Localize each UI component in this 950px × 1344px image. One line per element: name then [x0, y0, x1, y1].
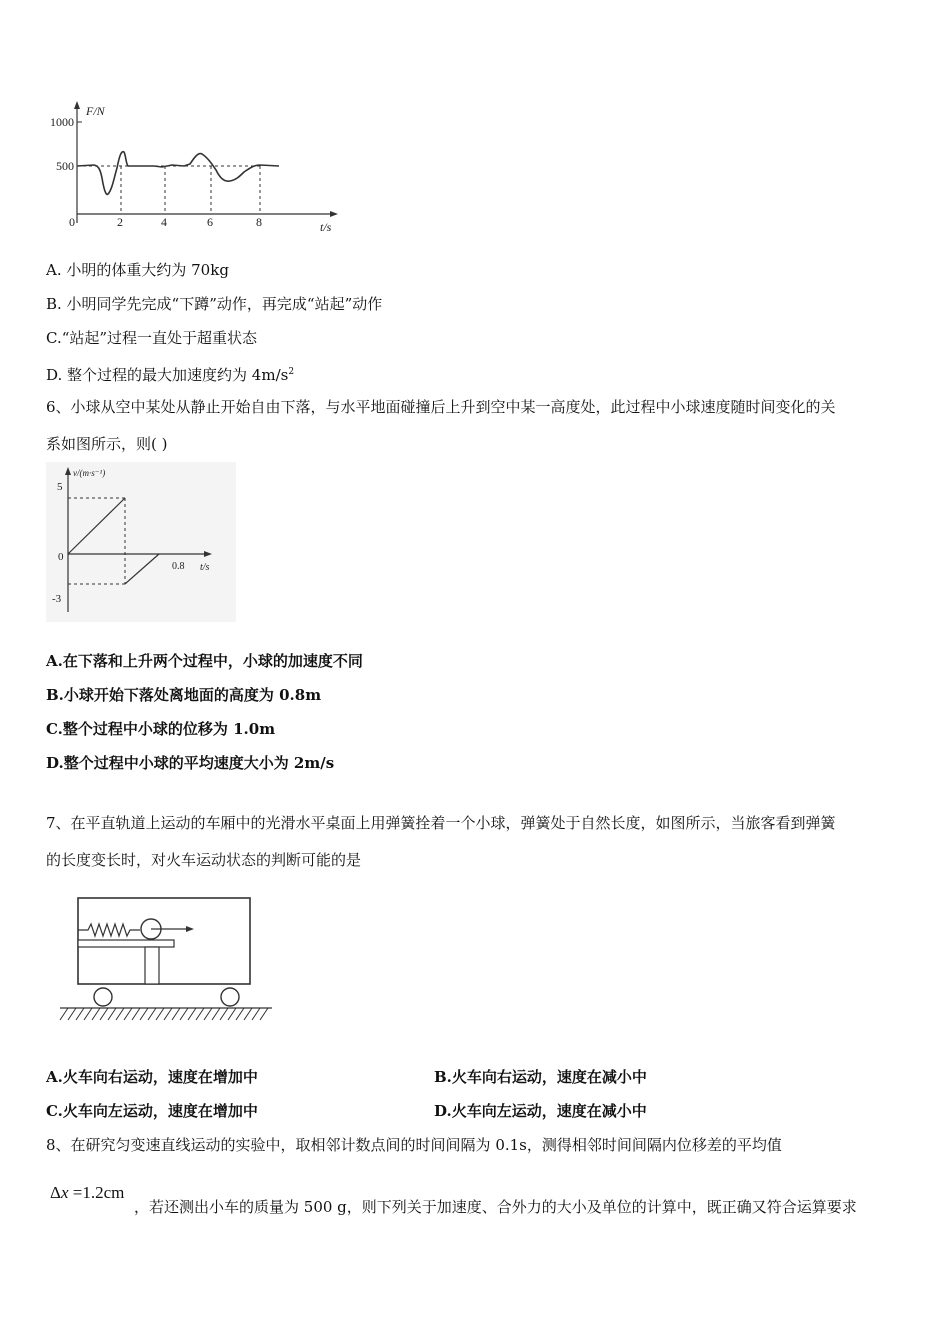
origin-label: 0 [58, 551, 64, 563]
q5-option-a: A. 小明的体重大约为 70kg [46, 261, 229, 279]
force-curve [77, 152, 279, 195]
q7-option-b: B.火车向右运动，速度在减小中 [434, 1068, 647, 1086]
x-tick-8: 8 [256, 215, 262, 229]
x-tick-0-8: 0.8 [172, 561, 185, 572]
x-tick-4: 4 [161, 215, 167, 229]
q6-stem-line1: 6、小球从空中某处从静止开始自由下落，与水平地面碰撞后上升到空中某一高度处，此过程中小球速度随时间变化的关 [46, 398, 836, 416]
table-leg [145, 947, 159, 984]
q7-option-d: D.火车向左运动，速度在减小中 [434, 1102, 647, 1120]
velocity-arrowhead [186, 926, 194, 932]
y-axis-label: F/N [86, 104, 105, 118]
q6-option-b: B.小球开始下落处离地面的高度为 0.8m [46, 686, 322, 704]
train-car-diagram [56, 892, 276, 1026]
q5-option-b: B. 小明同学先完成“下蹲”动作，再完成“站起”动作 [46, 295, 383, 313]
formula-delta: Δ [50, 1183, 61, 1202]
y-tick-1000: 1000 [50, 115, 74, 129]
force-time-graph [44, 98, 344, 238]
formula-variable: x [60, 1183, 69, 1202]
q5-option-d-sup: 2 [288, 367, 295, 377]
x-axis-label: t/s [320, 220, 332, 234]
q7-option-a: A.火车向右运动，速度在增加中 [46, 1068, 258, 1086]
q5-option-d-text: D. 整个过程的最大加速度约为 4m/s [46, 366, 289, 384]
y-tick-5: 5 [57, 481, 63, 493]
q7-option-c: C.火车向左运动，速度在增加中 [46, 1102, 258, 1120]
q6-option-d: D.整个过程中小球的平均速度大小为 2m/s [46, 754, 335, 772]
right-wheel [221, 988, 239, 1006]
y-axis-arrow [74, 101, 80, 109]
q8-formula [50, 1183, 124, 1203]
x-tick-0: 0 [69, 215, 75, 229]
left-wheel [94, 988, 112, 1006]
x-axis-label: t/s [200, 562, 210, 573]
table-top [78, 940, 174, 947]
formula-value: =1.2cm [68, 1183, 125, 1202]
q8-stem-line2: ，若还测出小车的质量为 500 g，则下列关于加速度、合外力的大小及单位的计算中，既正确又符合运算要求 [134, 1198, 857, 1216]
q6-option-a: A.在下落和上升两个过程中，小球的加速度不同 [46, 652, 363, 670]
q5-option-c: C.“站起”过程一直处于超重状态 [46, 329, 258, 347]
q5-option-d [46, 362, 294, 385]
spring [78, 924, 140, 936]
q7-stem-line1: 7、在平直轨道上运动的车厢中的光滑水平桌面上用弹簧拴着一个小球，弹簧处于自然长度，如图所示，当旅客看到弹簧 [46, 814, 836, 832]
ground-hatching [60, 1008, 268, 1020]
q7-stem-line2: 的长度变长时，对火车运动状态的判断可能的是 [46, 851, 362, 869]
x-axis-arrow [330, 211, 338, 217]
q6-option-c: C.整个过程中小球的位移为 1.0m [46, 720, 276, 738]
velocity-time-graph [46, 462, 236, 622]
y-axis-label: v/(m·s⁻¹) [73, 468, 106, 478]
y-tick-minus-3: -3 [52, 593, 62, 605]
y-tick-500: 500 [56, 159, 74, 173]
x-tick-6: 6 [207, 215, 213, 229]
graph-background [46, 462, 236, 622]
q6-stem-line2: 系如图所示，则( ) [46, 435, 168, 453]
q8-stem-line1: 8、在研究匀变速直线运动的实验中，取相邻计数点间的时间间隔为 0.1s，测得相邻时间间隔内位移差的平均值 [46, 1136, 782, 1154]
x-tick-2: 2 [117, 215, 123, 229]
